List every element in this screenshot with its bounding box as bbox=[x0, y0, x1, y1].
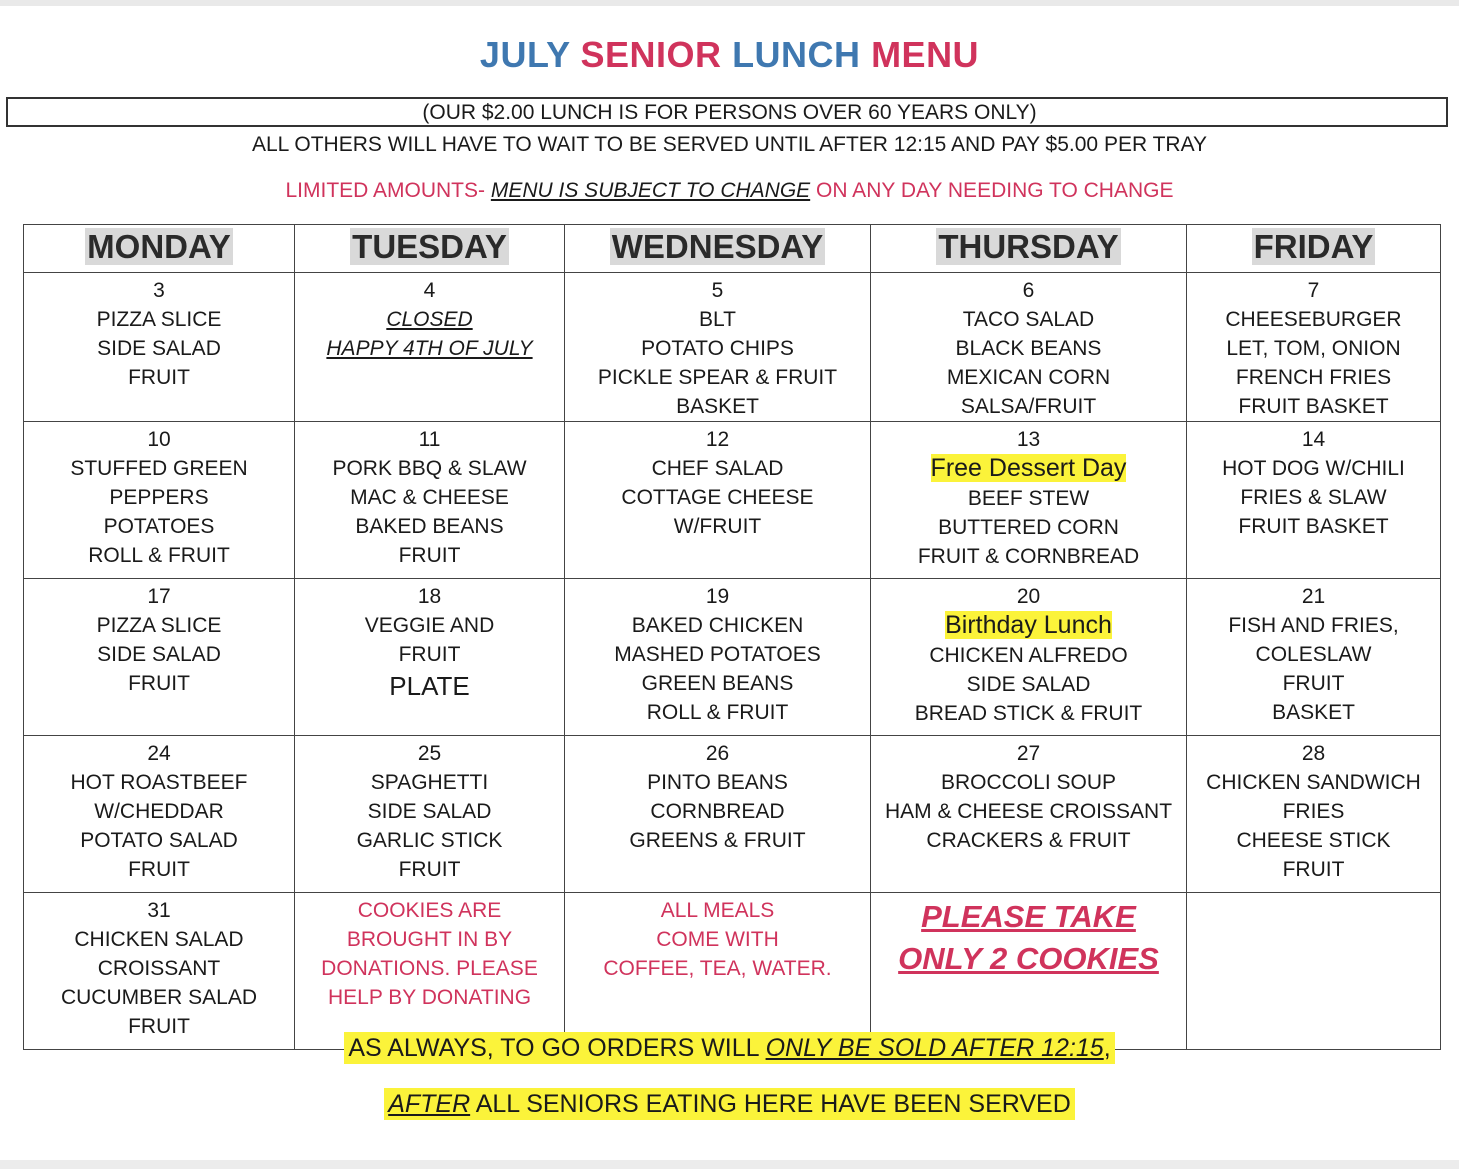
menu-item: BASKET bbox=[676, 395, 759, 418]
week-row bbox=[24, 422, 1441, 579]
menu-item: FRUIT bbox=[1282, 858, 1345, 881]
day-cell bbox=[565, 273, 871, 422]
title-word: LUNCH bbox=[732, 34, 861, 75]
day-date: 20 bbox=[1016, 585, 1041, 608]
day-cell bbox=[295, 736, 565, 893]
menu-item: ROLL & FRUIT bbox=[646, 701, 789, 724]
menu-item: COOKIES ARE bbox=[357, 899, 502, 922]
day-cell bbox=[295, 893, 565, 1050]
menu-item: PLEASE TAKE bbox=[921, 899, 1136, 934]
day-header-thursday bbox=[871, 225, 1187, 273]
day-date: 5 bbox=[711, 279, 724, 302]
menu-item: PICKLE SPEAR & FRUIT bbox=[597, 366, 838, 389]
menu-item: FISH AND FRIES, bbox=[1228, 614, 1399, 637]
menu-item: CHEESEBURGER bbox=[1225, 308, 1402, 331]
day-cell bbox=[24, 736, 295, 893]
week-row bbox=[24, 736, 1441, 893]
day-cell bbox=[871, 579, 1187, 736]
day-header-wednesday bbox=[565, 225, 871, 273]
day-date: 27 bbox=[1016, 742, 1041, 765]
menu-item: POTATOES bbox=[103, 515, 215, 538]
menu-item: FRUIT BASKET bbox=[1238, 515, 1389, 538]
day-date: 12 bbox=[705, 428, 730, 451]
menu-item: BREAD STICK & FRUIT bbox=[914, 702, 1143, 725]
to-go-comma: , bbox=[1103, 1034, 1111, 1062]
day-name: TUESDAY bbox=[352, 227, 507, 265]
day-date: 31 bbox=[147, 899, 171, 922]
menu-item: FRUIT bbox=[128, 858, 190, 881]
menu-calendar bbox=[23, 224, 1441, 1050]
menu-item: CROISSANT bbox=[97, 957, 221, 980]
menu-item: FRUIT BASKET bbox=[1238, 395, 1389, 418]
day-date: 7 bbox=[1307, 279, 1320, 302]
menu-item: CORNBREAD bbox=[650, 800, 785, 823]
menu-item: VEGGIE AND bbox=[364, 614, 495, 637]
day-cell bbox=[1187, 422, 1441, 579]
day-cell bbox=[1187, 893, 1441, 1050]
day-cell bbox=[295, 273, 565, 422]
menu-item: CHICKEN SALAD bbox=[74, 928, 244, 951]
to-go-emphasis: ONLY BE SOLD AFTER 12:15 bbox=[765, 1034, 1104, 1062]
menu-item: PIZZA SLICE bbox=[96, 614, 222, 637]
after-emphasis: AFTER bbox=[388, 1090, 471, 1118]
day-date: 21 bbox=[1301, 585, 1326, 608]
week-row bbox=[24, 579, 1441, 736]
day-header-friday bbox=[1187, 225, 1441, 273]
limited-notice bbox=[0, 179, 1459, 203]
page-title bbox=[0, 34, 1459, 76]
day-cell bbox=[565, 736, 871, 893]
menu-item: W/CHEDDAR bbox=[94, 800, 224, 823]
menu-item: BEEF STEW bbox=[967, 487, 1090, 510]
menu-item: COME WITH bbox=[656, 928, 779, 951]
menu-item: HAM & CHEESE CROISSANT bbox=[884, 800, 1173, 823]
others-notice: ALL OTHERS WILL HAVE TO WAIT TO BE SERVED UNTIL AFTER 12:15 AND PAY $5.00 PER TRAY bbox=[251, 133, 1208, 156]
day-name: MONDAY bbox=[87, 227, 231, 265]
menu-item: BUTTERED CORN bbox=[938, 516, 1119, 539]
day-date: 17 bbox=[147, 585, 171, 608]
day-cell bbox=[24, 893, 295, 1050]
menu-item: GARLIC STICK bbox=[356, 829, 503, 852]
menu-item: FRUIT bbox=[398, 544, 461, 567]
day-cell bbox=[565, 422, 871, 579]
day-name: WEDNESDAY bbox=[611, 227, 824, 265]
day-date: 19 bbox=[705, 585, 730, 608]
menu-item: ALL MEALS bbox=[660, 899, 775, 922]
menu-item: COLESLAW bbox=[1255, 643, 1372, 666]
menu-item: BLACK BEANS bbox=[955, 337, 1102, 360]
menu-item: BROUGHT IN BY bbox=[346, 928, 513, 951]
menu-item: FRIES & SLAW bbox=[1240, 486, 1387, 509]
menu-item: CHEF SALAD bbox=[651, 457, 784, 480]
menu-item: FRUIT bbox=[128, 672, 190, 695]
menu-item: HELP BY DONATING bbox=[327, 986, 532, 1009]
menu-item: DONATIONS. PLEASE bbox=[321, 957, 538, 980]
day-date: 14 bbox=[1301, 428, 1326, 451]
to-go-notice bbox=[0, 1034, 1459, 1063]
menu-item: PEPPERS bbox=[109, 486, 209, 509]
day-cell bbox=[24, 579, 295, 736]
title-word: MENU bbox=[871, 34, 980, 75]
menu-item: ROLL & FRUIT bbox=[88, 544, 230, 567]
day-date: 28 bbox=[1301, 742, 1326, 765]
menu-item: SIDE SALAD bbox=[966, 673, 1091, 696]
served-text: ALL SENIORS EATING HERE HAVE BEEN SERVED bbox=[470, 1090, 1071, 1118]
menu-item: SIDE SALAD bbox=[367, 800, 492, 823]
menu-item: POTATO SALAD bbox=[80, 829, 238, 852]
limited-tail-text: ON ANY DAY NEEDING TO CHANGE bbox=[810, 179, 1174, 202]
menu-item: TACO SALAD bbox=[962, 308, 1095, 331]
price-notice: (OUR $2.00 LUNCH IS FOR PERSONS OVER 60 YEARS ONLY) bbox=[422, 101, 1037, 124]
menu-item: SIDE SALAD bbox=[97, 643, 221, 666]
menu-item: BLT bbox=[699, 308, 736, 331]
day-cell bbox=[871, 893, 1187, 1050]
menu-item: SIDE SALAD bbox=[97, 337, 221, 360]
day-date: 18 bbox=[417, 585, 442, 608]
week-row bbox=[24, 273, 1441, 422]
menu-item: BAKED CHICKEN bbox=[631, 614, 804, 637]
menu-item: SALSA/FRUIT bbox=[960, 395, 1097, 418]
day-cell bbox=[295, 422, 565, 579]
to-go-text: AS ALWAYS, TO GO ORDERS WILL bbox=[348, 1034, 766, 1062]
menu-item: BAKED BEANS bbox=[355, 515, 504, 538]
day-date: 11 bbox=[418, 428, 441, 451]
menu-item: BROCCOLI SOUP bbox=[940, 771, 1117, 794]
title-word: SENIOR bbox=[580, 34, 722, 75]
title-word: JULY bbox=[479, 34, 570, 75]
day-date: 24 bbox=[147, 742, 171, 765]
served-notice bbox=[0, 1090, 1459, 1119]
day-cell bbox=[1187, 273, 1441, 422]
day-date: 3 bbox=[153, 279, 165, 302]
menu-item: CLOSED bbox=[386, 308, 473, 331]
menu-item: Birthday Lunch bbox=[945, 611, 1112, 639]
day-date: 4 bbox=[423, 279, 436, 302]
menu-item: FRUIT bbox=[398, 643, 461, 666]
top-border bbox=[0, 0, 1459, 6]
menu-item: CHEESE STICK bbox=[1236, 829, 1391, 852]
menu-item: COTTAGE CHEESE bbox=[621, 486, 814, 509]
menu-item: MEXICAN CORN bbox=[946, 366, 1111, 389]
day-cell bbox=[295, 579, 565, 736]
menu-item: PIZZA SLICE bbox=[96, 308, 222, 331]
menu-item: MASHED POTATOES bbox=[614, 643, 821, 666]
day-name: FRIDAY bbox=[1253, 227, 1374, 265]
day-date: 25 bbox=[417, 742, 442, 765]
day-date: 26 bbox=[705, 742, 730, 765]
menu-item: SPAGHETTI bbox=[370, 771, 489, 794]
menu-item: HAPPY 4TH OF JULY bbox=[326, 337, 533, 360]
menu-item: POTATO CHIPS bbox=[641, 337, 794, 360]
subject-to-change-text: MENU IS SUBJECT TO CHANGE bbox=[490, 179, 811, 202]
menu-item: PLATE bbox=[389, 671, 470, 701]
menu-item: FRENCH FRIES bbox=[1235, 366, 1392, 389]
limited-text: LIMITED AMOUNTS- bbox=[285, 179, 491, 202]
menu-item: Free Dessert Day bbox=[930, 454, 1127, 482]
menu-item: CRACKERS & FRUIT bbox=[926, 829, 1131, 852]
menu-item: PORK BBQ & SLAW bbox=[332, 457, 527, 480]
menu-item: GREEN BEANS bbox=[641, 672, 794, 695]
day-date: 13 bbox=[1016, 428, 1041, 451]
day-name: THURSDAY bbox=[938, 227, 1119, 265]
menu-item: FRUIT bbox=[128, 366, 190, 389]
day-header-tuesday bbox=[295, 225, 565, 273]
menu-item: LET, TOM, ONION bbox=[1226, 337, 1401, 360]
week-row bbox=[24, 893, 1441, 1050]
bottom-border bbox=[0, 1160, 1459, 1169]
day-cell bbox=[565, 579, 871, 736]
day-header-monday bbox=[24, 225, 295, 273]
menu-item: FRUIT bbox=[398, 858, 461, 881]
menu-item: FRUIT bbox=[1282, 672, 1345, 695]
day-cell bbox=[565, 893, 871, 1050]
day-date: 6 bbox=[1022, 279, 1035, 302]
day-cell bbox=[1187, 736, 1441, 893]
menu-item: FRUIT bbox=[128, 1015, 190, 1038]
day-cell bbox=[24, 273, 295, 422]
menu-item: MAC & CHEESE bbox=[350, 486, 509, 509]
day-cell bbox=[871, 273, 1187, 422]
menu-item: CHICKEN ALFREDO bbox=[929, 644, 1128, 667]
menu-item: ONLY 2 COOKIES bbox=[898, 941, 1159, 976]
menu-item: HOT ROASTBEEF bbox=[70, 771, 248, 794]
day-cell bbox=[871, 736, 1187, 893]
menu-item: COFFEE, TEA, WATER. bbox=[603, 957, 832, 980]
menu-item: CHICKEN SANDWICH bbox=[1206, 771, 1421, 794]
day-cell bbox=[871, 422, 1187, 579]
menu-item: STUFFED GREEN bbox=[70, 457, 248, 480]
menu-item: FRUIT & CORNBREAD bbox=[917, 545, 1140, 568]
menu-item: CUCUMBER SALAD bbox=[60, 986, 258, 1009]
day-date: 10 bbox=[147, 428, 171, 451]
day-cell bbox=[24, 422, 295, 579]
menu-item: W/FRUIT bbox=[673, 515, 762, 538]
menu-item: FRIES bbox=[1282, 800, 1345, 823]
menu-item: GREENS & FRUIT bbox=[629, 829, 806, 852]
menu-item: BASKET bbox=[1272, 701, 1355, 724]
day-cell bbox=[1187, 579, 1441, 736]
menu-item: PINTO BEANS bbox=[647, 771, 788, 794]
menu-item: HOT DOG W/CHILI bbox=[1222, 457, 1405, 480]
